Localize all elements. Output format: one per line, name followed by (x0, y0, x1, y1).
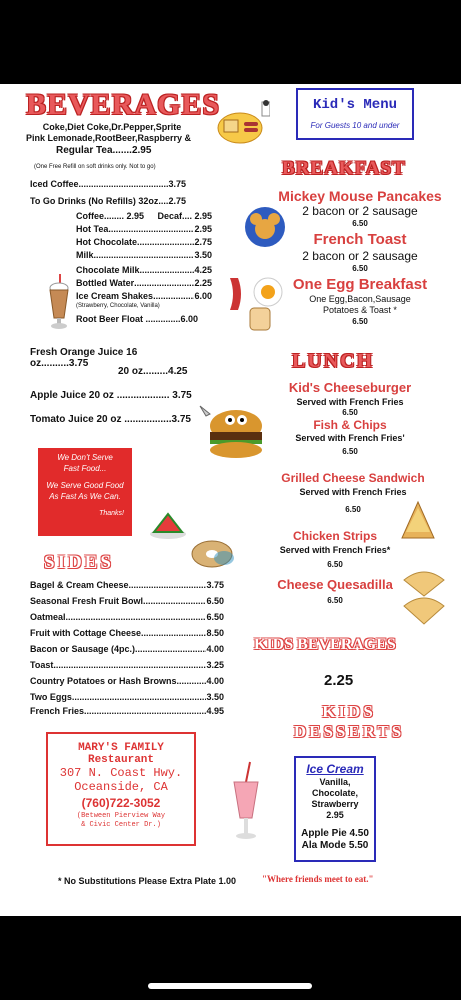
grilled-cheese-price: 6.50 (345, 505, 361, 514)
lunch-list (272, 380, 428, 458)
grilled-cheese-name: Grilled Cheese Sandwich (281, 471, 425, 485)
breakfast-title: BREAKFAST (282, 158, 406, 179)
no-substitutions-note: * No Substitutions Please Extra Plate 1.00 (58, 876, 237, 886)
restaurant-address1: 307 N. Coast Hwy. (59, 766, 183, 780)
restaurant-name-line1: MARY'S FAMILY (78, 742, 164, 754)
restaurant-address2: Oceanside, CA (74, 780, 168, 794)
list-item: Country Potatoes or Hash Browns ..... 4.00 (30, 676, 224, 687)
quesadilla-name: Cheese Quesadilla (277, 577, 393, 592)
kids-beverages-price: 2.25 (324, 672, 354, 689)
root-beer-float: Root Beer Float ..............6.00 (76, 314, 199, 324)
drink-list-top (30, 179, 186, 207)
list-item: French Fries ..... 4.95 (30, 706, 224, 717)
ice-cream-title: Ice Cream (306, 762, 364, 776)
apple-juice: Apple Juice 20 oz ................... 3.75 (30, 390, 192, 401)
one-egg-name: One Egg Breakfast (292, 276, 428, 293)
sides-list (30, 580, 224, 717)
strawberry-shake-illustration (228, 760, 264, 842)
menu-page (0, 84, 461, 916)
chicken-strips-price: 6.50 (327, 560, 343, 569)
fish-chips-price: 6.50 (342, 447, 358, 456)
list-item: Toast ..... 3.25 (30, 660, 224, 671)
lunch-list-3 (260, 528, 410, 608)
list-item: Milk ..... 3.50 (76, 250, 212, 261)
list-item: To Go Drinks (No Refills) 32oz ..... 2.75 (30, 196, 186, 207)
cheeseburger-price: 6.50 (342, 408, 358, 417)
list-item: Ice Cream Shakes ..... 6.00 (76, 291, 212, 302)
french-toast-desc: 2 bacon or 2 sausage (302, 249, 418, 263)
orange-juice-20: 20 oz.........4.25 (118, 366, 188, 377)
list-item: Iced Coffee ..... 3.75 (30, 179, 186, 190)
kids-menu-box (296, 88, 414, 140)
list-item: Hot Chocolate ..... 2.75 (76, 237, 212, 248)
one-egg-desc2: Potatoes & Toast * (323, 305, 397, 315)
restaurant-cross1: (Between Pierview Way (76, 812, 166, 820)
chicken-strips-name: Chicken Strips (292, 529, 378, 543)
promo-thanks: Thanks! (99, 510, 124, 517)
ice-cream-price: 2.95 (326, 810, 344, 820)
cheeseburger-desc: Served with French Fries (296, 397, 404, 407)
soft-drinks-line3: Regular Tea.......2.95 (56, 145, 152, 156)
sides-title: SIDES (44, 552, 114, 573)
chicken-strips-desc: Served with French Fries* (279, 545, 391, 555)
kids-desserts-title2: DESSERTS (293, 722, 405, 741)
apple-pie: Apple Pie 4.50 (301, 828, 369, 839)
burger-mascot-illustration (196, 386, 268, 468)
orange-juice-16: Fresh Orange Juice 16 oz..........3.75 (30, 347, 138, 369)
tagline: "Where friends meet to eat." (262, 874, 374, 884)
refill-note: (One Free Refill on soft drinks only. Not to go) (34, 164, 156, 170)
hot-drink-list (76, 211, 212, 325)
french-toast-price: 6.50 (352, 264, 368, 273)
cheeseburger-name: Kid's Cheeseburger (288, 380, 412, 395)
breakfast-list (270, 188, 450, 327)
lunch-title: LUNCH (292, 350, 375, 372)
mickey-pancakes-desc: 2 bacon or 2 sausage (302, 204, 418, 218)
promo-line3: We Serve Good Food (46, 481, 124, 490)
kids-menu-title: Kid's Menu (312, 97, 397, 113)
lunch-list-2 (264, 470, 442, 518)
list-item: Two Eggs ..... 3.50 (30, 692, 224, 703)
list-item: Bottled Water ..... 2.25 (76, 278, 212, 289)
restaurant-name-line2: Restaurant (87, 754, 154, 766)
mickey-pancakes-price: 6.50 (352, 219, 368, 228)
french-toast-name: French Toast (313, 231, 407, 248)
ice-cream-flavors1: Vanilla, Chocolate, (311, 777, 358, 798)
list-item: Chocolate Milk ..... 4.25 (76, 265, 212, 276)
grilled-cheese-desc: Served with French Fries (299, 487, 407, 497)
bagel-illustration (190, 538, 236, 570)
list-item: Oatmeal ..... 6.50 (30, 612, 224, 623)
fish-chips-desc: Served with French Fries' (295, 433, 405, 443)
ala-mode: Ala Mode 5.50 (301, 840, 369, 851)
quesadilla-price: 6.50 (327, 596, 343, 605)
promo-box (38, 448, 132, 536)
list-item: Seasonal Fresh Fruit Bowl ..... 6.50 (30, 596, 224, 607)
mickey-pancakes-name: Mickey Mouse Pancakes (278, 188, 442, 204)
soft-drinks-line2: Pink Lemonade,RootBeer,Raspberry & (26, 133, 192, 143)
promo-line4: As Fast As We Can. (49, 492, 121, 501)
list-item: Fruit with Cottage Cheese ..... 8.50 (30, 628, 224, 639)
one-egg-price: 6.50 (352, 317, 368, 326)
kids-desserts-title1: KIDS (322, 702, 376, 721)
home-indicator[interactable] (148, 983, 312, 989)
restaurant-box (46, 732, 196, 846)
soft-drinks (22, 122, 202, 133)
restaurant-phone: (760)722-3052 (81, 796, 161, 810)
list-item: Hot Tea ..... 2.95 (76, 224, 212, 235)
list-item: Bacon or Sausage (4pc.) ..... 4.00 (30, 644, 224, 655)
kids-menu-subtitle: For Guests 10 and under (310, 121, 400, 130)
restaurant-cross2: & Civic Center Dr.) (81, 821, 161, 829)
kids-desserts-title (254, 702, 444, 742)
ice-cream-box (294, 756, 376, 862)
one-egg-desc1: One Egg,Bacon,Sausage (309, 294, 411, 304)
fruit-illustration (148, 510, 188, 540)
beverages-title: BEVERAGES (26, 88, 221, 121)
fish-chips-name: Fish & Chips (313, 418, 387, 432)
list-item: Coffee........ 2.95 Decaf.... 2.95 (76, 211, 212, 221)
soft-drinks-line1: Coke,Diet Coke,Dr.Pepper,Sprite (42, 122, 182, 132)
tomato-juice: Tomato Juice 20 oz .................3.75 (30, 414, 191, 425)
promo-line1: We Don't Serve (57, 453, 113, 462)
milkshake-illustration (46, 274, 72, 330)
shake-flavors: (Strawberry, Chocolate, Vanilla) (76, 303, 160, 309)
ice-cream-flavors2: Strawberry (311, 799, 359, 809)
promo-line2: Fast Food... (63, 464, 107, 473)
list-item: Bagel & Cream Cheese ..... 3.75 (30, 580, 224, 591)
kids-beverages-title: KIDS BEVERAGES (254, 636, 396, 653)
